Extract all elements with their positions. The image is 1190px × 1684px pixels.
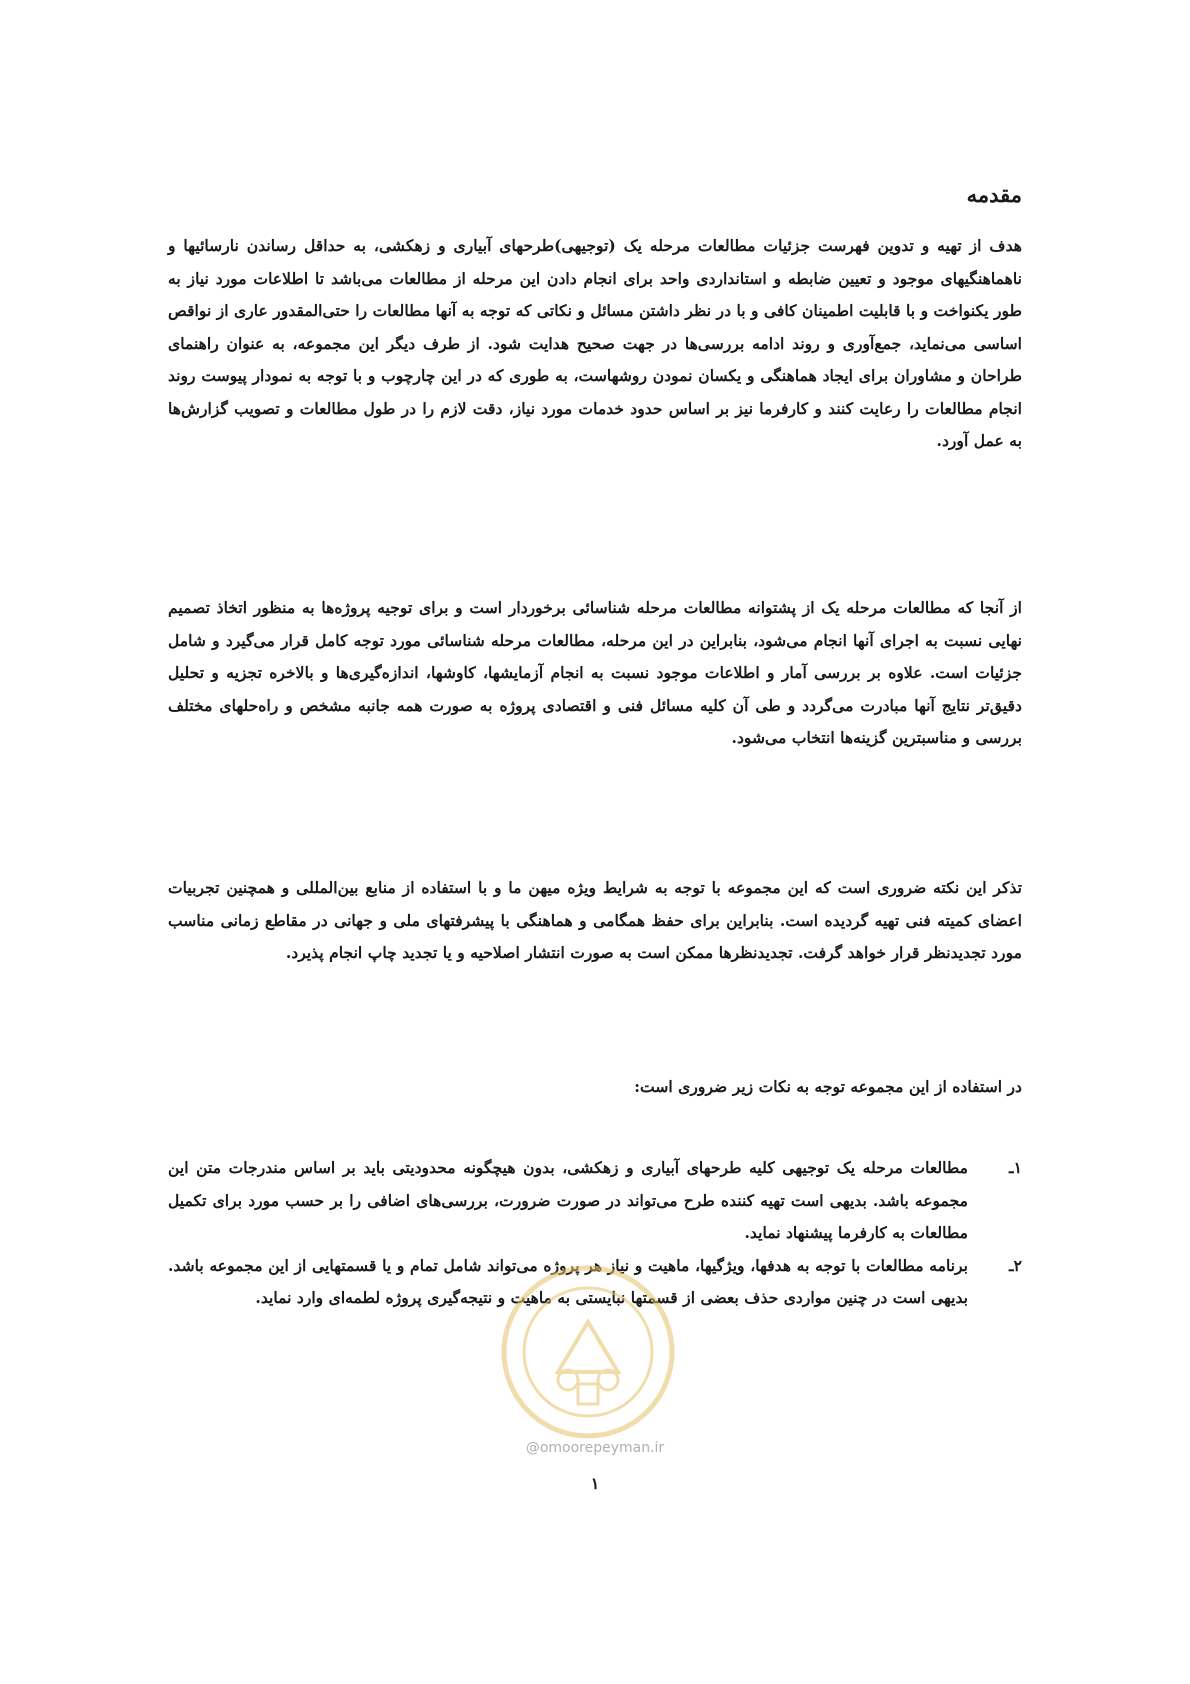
page-number: ۱ <box>590 1474 600 1493</box>
notes-list <box>168 1152 1022 1315</box>
list-item <box>168 1250 1022 1315</box>
paragraph-purpose: هدف از تهیه و تدوین فهرست جزئیات مطالعات مرحله یک (توجیهی)طرحهای آبیاری و زهکشی، به حداقل رساندن نارسائیها و ناهماهنگیهای موجود و تعیین ضابطه و استانداردی واحد برای انجام دادن این مرحله از مطالعات می‌باشد تا اطلاعات مورد نیاز به طور یکنواخت و با قابلیت اطمینان کافی و با در نظر داشتن مسائل و نکاتی که توجه به آنها مطالعات را حتی‌المقدور عاری از نواقص اساسی می‌نماید، جمع‌آوری و روند ادامه بررسی‌ها در جهت صحیح هدایت شود. از طرف دیگر این مجموعه، به عنوان راهنمای طراحان و مشاوران برای ایجاد هماهنگی و یکسان نمودن روشهاست، به طوری که در این چارچوب و با توجه به نمودار پیوست روند انجام مطالعات را رعایت کنند و کارفرما نیز بر اساس حدود خدمات مورد نیاز، دقت لازم را در طول مطالعات و تصویب گزارش‌ها به عمل آورد. <box>168 236 1022 450</box>
paragraph-phase-one: از آنجا که مطالعات مرحله یک از پشتوانه مطالعات مرحله شناسائی برخوردار است و برای توجیه پروژه‌ها به منظور اتخاذ تصمیم نهایی نسبت به اجرای آنها انجام می‌شود، بنابراین در این مرحله، مطالعات مرحله شناسائی مورد توجه کامل قرار می‌گیرد و شامل جزئیات است. علاوه بر بررسی آمار و اطلاعات موجود نسبت به انجام آزمایشها، کاوشها، اندازه‌گیری‌ها و بالاخره تجزیه و تحلیل دقیق‌تر نتایج آنها مبادرت می‌گردد و طی آن کلیه مسائل فنی و اقتصادی پروژه به صورت همه جانبه مشخص و راه‌حلهای مختلف بررسی و مناسبترین گزینه‌ها انتخاب می‌شود. <box>168 598 1022 747</box>
section-heading: مقدمه <box>966 182 1022 207</box>
paragraph-revision-note: تذکر این نکته ضروری است که این مجموعه با توجه به شرایط ویژه میهن ما و با استفاده از منابع بین‌المللی و همچنین تجربیات اعضای کمیته فنی تهیه گردیده است. بنابراین برای حفظ همگامی و هماهنگی با پیشرفتهای ملی و جهانی در مقاطع زمانی مناسب مورد تجدیدنظر قرار خواهد گرفت. تجدیدنظرها ممکن است به صورت انتشار اصلاحیه و یا تجدید چاپ انجام پذیرد. <box>168 878 1022 962</box>
list-item-number: ۱ـ <box>1009 1158 1022 1177</box>
paragraph-list-intro: در استفاده از این مجموعه توجه به نکات زیر ضروری است: <box>634 1077 1022 1096</box>
watermark-url: @omoorepeyman.ir <box>525 1440 665 1456</box>
list-item <box>168 1152 1022 1250</box>
list-item-number: ۲ـ <box>1009 1255 1022 1275</box>
list-item-text: برنامه مطالعات با توجه به هدفها، ویژگیها، ماهیت و نیاز هر پروژه می‌تواند شامل تمام و یا قسمتهایی از این مجموعه باشد. بدیهی است در چنین مواردی حذف بعضی از قسمتها نبایستی به ماهیت و نتیجه‌گیری پروژه لطمه‌ای وارد نماید. <box>168 1255 968 1307</box>
list-item-text: مطالعات مرحله یک توجیهی کلیه طرحهای آبیاری و زهکشی، بدون هیچگونه محدودیتی باید بر اساس مندرجات متن این مجموعه باشد. بدیهی است تهیه کننده طرح می‌تواند در صورت ضرورت، بررسی‌های اضافی را بر حسب مورد برای تکمیل مطالعات به کارفرما پیشنهاد نماید. <box>168 1158 968 1242</box>
